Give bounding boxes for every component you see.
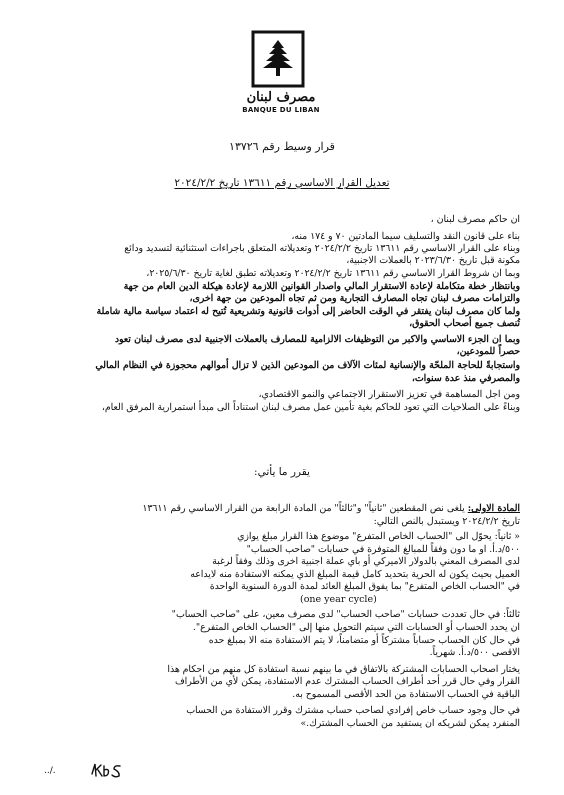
page-continuation: ../. — [44, 766, 56, 776]
preamble-line: والتزامات مصرف لبنان تجاه المصارف التجارية ومن ثم تجاه المودعين من جهة اخرى، — [189, 293, 520, 304]
cycle-note: (one year cycle) — [300, 594, 377, 605]
second-line: لدى المصرف المعني بالدولار الاميركي أو باي عملة اجنبية اخرى وذلك وفقاً لرغبة — [212, 556, 520, 567]
article-line-2: تاريخ ٢٠٢٤/٢/٢ ويستبدل بالنص التالي: — [373, 516, 520, 527]
third-line: ان يحدد الحساب أو الحسابات التي سيتم التحويل منها إلى "الحساب الخاص المتفرع". — [192, 622, 520, 633]
decision-subject: تعديل القرار الاساسي رقم ١٣٦١١ تاريخ ٢٠٢٤/٢/٢ — [174, 177, 390, 189]
decides-heading: يقرر ما يأتي: — [254, 466, 310, 478]
cedar-logo-icon — [251, 30, 305, 88]
bank-name-french: BANQUE DU LIBAN — [242, 106, 320, 114]
preamble-line: وبناءً على الصلاحيات التي تعود للحاكم بغية تأمين عمل مصرف لبنان استناداً الى مبدأ استمرارية المرفق العام، — [101, 402, 520, 413]
third-line: الاقصى ٥٠٠/د.أ. شهرياً. — [429, 647, 520, 658]
preamble-line: مكونة قبل تاريخ ٢٠٢٣/٦/٣٠ بالعملات الاجنبية، — [346, 255, 520, 266]
preamble-line: وبما ان شروط القرار الاساسي رقم ١٣٦١١ تاريخ ٢٠٢٤/٢/٢ وتعديلاته تطبق لغاية تاريخ ٢٠٢٥/٦/٣٠، — [146, 268, 520, 279]
preamble-line: تُنصف جميع أصحاب الحقوق، — [409, 318, 520, 329]
preamble-line: واستجابةً للحاجة الملحّة والإنسانية لمئات الآلاف من المودعين الذين لا تزال أموالهم محجوزة في النظام المالي — [95, 360, 520, 371]
signature-initials — [90, 760, 124, 780]
second-line: ٥٠٠/د.أ. او ما دون وفقاً للمبالغ المتوفرة في حسابات "صاحب الحساب" — [246, 544, 520, 555]
article-heading-line — [142, 503, 520, 514]
third-line: ثالثاً: في حال تعددت حسابات "صاحب الحساب" لدى مصرف معين، على "صاحب الحساب" — [171, 609, 520, 620]
second-line: « ثانياً: يحوّل الى "الحساب الخاص المتفرع" موضوع هذا القرار مبلغ يوازي — [237, 531, 520, 542]
second-line: العميل بحيث يكون له الحرية بتحديد كامل قيمة المبلغ الذي يمكنه الاستفادة منه لايداعه — [190, 569, 520, 580]
third-line: يختار اصحاب الحسابات المشتركة بالاتفاق في ما بينهم نسبة استفادة كل منهم من احكام هذا — [167, 664, 520, 675]
bank-name-arabic: مصرف لبنان — [246, 90, 316, 105]
preamble-line: ان حاكم مصرف لبنان ، — [430, 214, 520, 225]
third-line: في حال وجود حساب خاص إفرادي لصاحب حساب مشترك وقرر الاستفادة من الحساب — [186, 705, 520, 716]
preamble-line: ومن اجل المساهمة في تعزيز الاستقرار الاجتماعي والنمو الاقتصادي، — [258, 389, 520, 400]
decision-subject-wrap — [0, 177, 564, 189]
third-line: المنفرد يمكن لشريكه ان يستفيد من الحساب المشترك.» — [300, 718, 520, 729]
article-label: المادة الاولى: — [467, 503, 520, 514]
preamble-line: والمصرفي منذ عدة سنوات، — [411, 373, 520, 384]
article-line-1: يلغى نص المقطعين "ثانياً" و"ثالثاً" من المادة الرابعة من القرار الاساسي رقم ١٣٦١١ — [142, 503, 465, 514]
third-line: القرار وفي حال قرر أحد أطراف الحساب المشترك عدم الاستفادة، يمكن لأي من الأطراف — [175, 676, 520, 687]
decision-number: قرار وسيط رقم ١٣٧٢٦ — [229, 140, 335, 153]
second-line: في "الحساب الخاص المتفرع" بما يفوق المبلغ العائد لمدة الدورة السنوية الواحدة — [209, 581, 520, 592]
preamble-line: وبما ان الجزء الاساسي والاكبر من التوظيفات الالزامية للمصارف بالعملات الاجنبية لدى مصرف لبنان تعود — [114, 334, 520, 345]
third-line: في حال كان الحساب حساباً مشتركاً أو متضامناً، لا يتم الاستفادة منه الا بمبلغ حده — [208, 635, 520, 646]
third-line: الباقية في الحساب الاستفادة من الحد الأقصى المسموح به. — [292, 689, 520, 700]
preamble-line: ولما كان مصرف لبنان يفتقر في الوقت الحاضر إلى أدوات قانونية وتشريعية تُتيح له اعتماد سياسة مالية شاملة — [96, 306, 520, 317]
preamble-line: حصراً للمودعين، — [456, 346, 520, 357]
preamble-line: وبناء على القرار الاساسي رقم ١٣٦١١ تاريخ ٢٠٢٤/٢/٢ وتعديلاته المتعلق باجراءات استثنائية لتسديد ودائع — [124, 243, 520, 254]
preamble-line: وبانتظار خطة متكاملة لإعادة الاستقرار المالي واصدار القوانين اللازمة لإعادة هيكلة الدين العام من جهة — [123, 281, 520, 292]
preamble-line: بناء على قانون النقد والتسليف سيما المادتين ٧٠ و ١٧٤ منه، — [291, 231, 520, 242]
